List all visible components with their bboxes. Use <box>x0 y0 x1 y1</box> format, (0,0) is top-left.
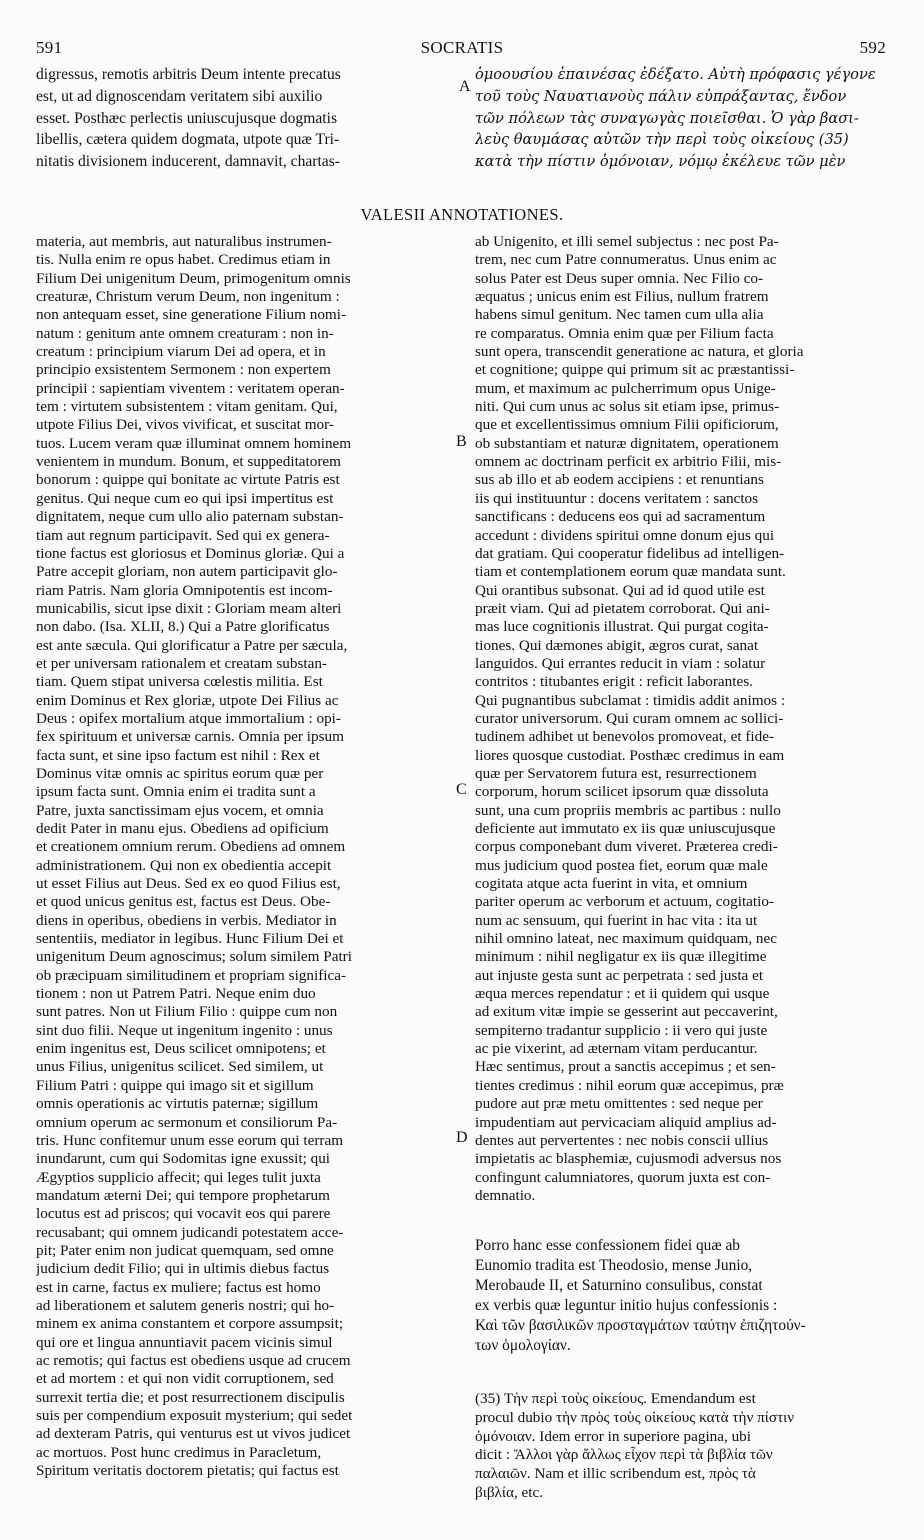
text-line: omnem ac doctrinam perficit ex arbitrio Filii, mis- <box>475 453 782 471</box>
text-line: est ante sæcula. Qui glorificatur a Patre per sæcula, <box>36 636 348 654</box>
text-line: nihil omnino lateat, nec maximum quidquam, nec <box>475 930 777 948</box>
text-line: ob substantiam et naturæ dignitatem, operationem <box>475 434 779 452</box>
text-line: languidos. Qui errantes reducit in viam : solatur <box>475 654 766 672</box>
text-line: enim Dominus et Rex gloriæ, utpote Dei Filius ac <box>36 691 339 709</box>
text-line: que et excellentissimus omnium Filii opificiorum, <box>475 416 779 434</box>
top-left-text <box>36 64 456 173</box>
text-line: mus judicium quod postea fiet, eorum quæ male <box>475 856 768 874</box>
text-line: tiones. Qui dæmones abigit, ægros curat, sanat <box>475 636 759 654</box>
text-line: et cognitione; quippe qui primum sit ac præstantissi- <box>475 361 795 379</box>
text-line: et quod unicus genitus est, factus est Deus. Obe- <box>36 893 331 911</box>
text-line: ut esset Filius aut Deus. Sed ex eo quod Filius est, <box>36 875 341 893</box>
text-line: Qui orantibus subsonat. Qui ad id quod utile est <box>475 581 765 599</box>
text-line: minem ex anima constantem et corpore assumpsit; <box>36 1315 344 1333</box>
text-line: ab Unigenito, et illi semel subjectus : nec post Pa- <box>475 233 779 250</box>
text-line: habens simul genitum. Nec tamen cum ulla alia <box>475 306 764 324</box>
text-line: inundarunt, cum qui Sodomitas igne exussit; qui <box>36 1150 331 1168</box>
text-line: esset. Posthæc perlectis uniuscujusque dogmatis <box>36 109 338 127</box>
note-line: (35) Τὴν περὶ τοὺς οἰκείους. Emendandum est <box>475 1390 756 1407</box>
text-line: Merobaude II, et Saturnino consulibus, constat <box>475 1277 763 1294</box>
text-line: sus ab illo et ab eodem accipiens : et renuntians <box>475 471 764 489</box>
text-line: pit; Pater enim non judicat quemquam, sed omne <box>36 1241 334 1259</box>
text-line: trem, nec cum Patre connumeratus. Unus enim ac <box>475 251 777 269</box>
note-line: παλαιῶν. Nam et illic scribendum est, πρὸς τὰ <box>475 1465 756 1483</box>
text-line: unigenitum Deum agnoscimus; solum similem Patri <box>36 948 352 966</box>
text-line: των ὁμολογίαν. <box>475 1337 571 1354</box>
text-line: impietatis ac blasphemiæ, cujusmodi adversus nos <box>475 1150 782 1168</box>
text-line: est in carne, factus ex muliere; factus est homo <box>36 1278 321 1296</box>
text-line: mum, et maximum ac pulcherrimum opus Unige- <box>475 379 776 397</box>
text-line: Porro hanc esse confessionem fidei quæ ab <box>475 1237 740 1254</box>
text-line: recusabant; qui omnem judicandi potestatem acce- <box>36 1223 344 1241</box>
text-line: principii : sapientiam viventem : veritatem operan- <box>36 379 345 397</box>
text-line: Qui pugnantibus subclamat : timidis addit animos : <box>475 691 786 709</box>
text-line: facta sunt, et sine ipso factum est nihil : Rex et <box>36 746 320 764</box>
text-line: unus Filius, unigenitus scilicet. Sed similem, ut <box>36 1058 324 1076</box>
text-line: ad liberationem et salutem generis nostri; qui ho- <box>36 1296 335 1314</box>
annotation-note-35 <box>475 1390 887 1503</box>
text-line: dentes aut pervertentes : nec nobis conscii ullius <box>475 1131 769 1149</box>
text-line: demnatio. <box>475 1186 536 1204</box>
text-line: tientes credimus : nihil eorum quæ accepimus, præ <box>475 1076 784 1094</box>
text-line: mas luce cognitionis illustrat. Qui purgat cogita- <box>475 618 769 636</box>
text-line: corporum, horum scilicet ipsorum quæ dissoluta <box>475 783 769 801</box>
text-line: Filium Patri : quippe qui imago sit et sigillum <box>36 1076 314 1094</box>
text-line: Καὶ τῶν βασιλικῶν προσταγμάτων ταύτην ἐπιζητούν- <box>475 1317 806 1334</box>
text-line: creatum : principium viarum Dei ad opera, et in <box>36 343 326 361</box>
text-line: cogitata atque acta fuerint in vita, et omnium <box>475 875 748 893</box>
text-line: curator universorum. Qui curam omnem ac sollici- <box>475 709 784 727</box>
text-line: materia, aut membris, aut naturalibus instrumen- <box>36 233 332 250</box>
text-line: creaturæ, Christum verum Deum, non ingenitum : <box>36 288 340 306</box>
right-column-text <box>475 233 887 1205</box>
text-line: genitus. Qui neque cum eo qui ipsi impertitus est <box>36 489 334 507</box>
text-line: tiam et contemplationem eorum quæ mandata sunt. <box>475 563 786 581</box>
text-line: sempiterno tradantur supplicio : ii vero qui juste <box>475 1021 768 1039</box>
text-line: et creationem omnium rerum. Obediens ad omnem <box>36 838 346 856</box>
text-line: tuos. Lucem veram quæ illuminat omnem hominem <box>36 434 352 452</box>
text-line: tris. Hunc confitemur unum esse eorum qui terram <box>36 1131 344 1149</box>
text-line: sunt opera, transcendit generatione ac natura, et gloria <box>475 343 804 361</box>
text-line: Ægyptios supplicio affecit; qui leges tulit juxta <box>36 1168 321 1186</box>
greek-text-line: τοῦ τοὺς Ναυατιανοὺς πάλιν εὐπράξαντας, ἔνδον <box>475 87 847 105</box>
text-line: ac remotis; qui factus est obediens usque ad crucem <box>36 1351 351 1369</box>
note-line: ὁμόνοιαν. Idem error in superiore pagina, ubi <box>475 1427 752 1445</box>
text-line: niti. Qui cum unus ac solus sit etiam ipse, primus- <box>475 398 780 416</box>
text-line: corpus componebant dum viveret. Præterea credi- <box>475 838 778 856</box>
text-line: ex verbis quæ leguntur initio hujus confessionis : <box>475 1297 778 1314</box>
greek-text-line: κατὰ τὴν πίστιν ὁμόνοιαν, νόμῳ ἐκέλευε τῶν μὲν <box>475 153 846 171</box>
text-line: venientem in mundum. Bonum, et suppeditatorem <box>36 453 341 471</box>
text-line: ad exitum vitæ impie se gesserint aut peccaverint, <box>475 1003 778 1021</box>
text-line: judicium dedit Filio; qui in ultimis diebus factus <box>36 1260 330 1278</box>
text-line: tudinem adhibet ut benevolos promoveat, et fide- <box>475 728 775 746</box>
text-line: Hæc sentimus, prout a sanctis accepimus ; et sen- <box>475 1058 776 1076</box>
text-line: riam Patris. Nam gloria Omnipotentis est incom- <box>36 581 333 599</box>
greek-text-line: τῶν πόλεων τὰς συναγωγὰς ποιεῖσθαι. Ὁ γὰρ βασι- <box>475 109 859 127</box>
running-title: SOCRATIS <box>420 38 504 57</box>
text-line: ipsum facta sunt. Omnia enim ei tradita sunt a <box>36 783 316 801</box>
page-number-left: 591 <box>36 38 63 57</box>
top-right-greek-text <box>475 64 887 173</box>
text-line: non dabo. (Isa. XLII, 8.) Qui a Patre glorificatus <box>36 618 330 636</box>
text-line: fex spirituum et universæ carnis. Omnia per ipsum <box>36 728 344 746</box>
text-line: locutus est ad priscos; qui vocavit eos qui parere <box>36 1205 331 1223</box>
text-line: æqua merces rependatur : et ii quidem qui usque <box>475 985 770 1003</box>
text-line: diens in operibus, obediens in verbis. Mediator in <box>36 911 337 929</box>
text-line: quæ per Servatorem futura est, resurrectionem <box>475 764 757 782</box>
text-line: Patre accepit gloriam, non autem participavit glo- <box>36 563 338 581</box>
text-line: Patre, juxta sanctissimam ejus vocem, et omnia <box>36 801 324 819</box>
text-line: Dominus vitæ omnis ac spiritus eorum quæ per <box>36 764 324 782</box>
left-column-text <box>36 233 450 1480</box>
text-line: impudentiam aut pervicaciam aliquid amplius ad- <box>475 1113 777 1131</box>
margin-marker-a: A <box>459 78 471 95</box>
text-line: pudore aut præ metu omittentes : sed neque per <box>475 1095 763 1113</box>
text-line: non antequam esset, sine generatione Filium nomi- <box>36 306 347 324</box>
text-line: et ad mortem : et qui non vidit corruptionem, sed <box>36 1370 334 1388</box>
text-line: dignitatem, neque cum ullo alio paternam substan- <box>36 508 344 526</box>
text-line: Eunomio tradita est Theodosio, mense Junio, <box>475 1257 753 1274</box>
porro-paragraph <box>475 1236 887 1356</box>
text-line: confingunt calumniatores, quorum juxta est con- <box>475 1168 771 1186</box>
text-line: ac pie vixerint, ad æternam vitam perducantur. <box>475 1040 758 1058</box>
note-line: dicit : Ἄλλοι γὰρ ἄλλως εἶχον περὶ τὰ βιβλία τῶν <box>475 1446 773 1464</box>
text-line: contritos : titubantes erigit : reficit laborantes. <box>475 673 753 691</box>
text-line: ac mortuos. Post hunc credimus in Paracletum, <box>36 1443 322 1461</box>
text-line: sententiis, mediator in legibus. Hunc Filium Dei et <box>36 930 344 948</box>
greek-text-line: ὁμοουσίου ἐπαινέσας ἐδέξατο. Αὐτὴ πρόφασις γέγονε <box>475 66 876 83</box>
text-line: aut injuste gesta sunt ac perpetrata : sed justa et <box>475 966 764 984</box>
text-line: pariter operum ac verborum et actuum, cogitatio- <box>475 893 774 911</box>
text-line: libellis, cætera quidem dogmata, utpote quæ Tri- <box>36 131 340 149</box>
margin-marker-d: D <box>456 1129 468 1146</box>
text-line: dedit Pater in manu ejus. Obediens ad opificium <box>36 820 329 837</box>
text-line: sunt patres. Non ut Filium Filio : quippe cum non <box>36 1003 338 1021</box>
text-line: tis. Nulla enim re opus habet. Credimus etiam in <box>36 251 331 269</box>
text-line: sunt, una cum propriis membris ac partibus : nullo <box>475 801 781 819</box>
text-line: surrexit tertia die; et post resurrectionem discipulis <box>36 1388 345 1406</box>
page-number-right: 592 <box>859 38 886 57</box>
text-line: qui ore et lingua annuntiavit pacem vicinis simul <box>36 1333 333 1351</box>
text-line: tiam. Quem stipat universa cœlestis militia. Est <box>36 673 323 691</box>
text-line: tem : virtutem subsistentem : vitam genitam. Qui, <box>36 398 338 416</box>
text-line: deficiente aut immutato ex iis quæ uniuscujusque <box>475 820 776 837</box>
text-line: sanctificans : deducens eos qui ad sacramentum <box>475 508 766 526</box>
text-line: minimum : nihil negligatur ex iis quæ illegitime <box>475 948 767 966</box>
text-line: Filium Dei unigenitum Deum, primogenitum omnis <box>36 269 351 287</box>
text-line: dat gratiam. Qui cooperatur fidelibus ad intelligen- <box>475 544 785 562</box>
text-line: Spiritum veritatis doctorem pietatis; qui factus est <box>36 1462 339 1480</box>
text-line: omnis operationis ac virtutis paternæ; sigillum <box>36 1095 319 1113</box>
text-line: tionem : non ut Patrem Patri. Neque enim duo <box>36 985 316 1003</box>
text-line: ad dexteram Patris, qui venturus est ut vivos judicet <box>36 1425 351 1443</box>
text-line: principio exsistentem Sermonem : non expertem <box>36 361 331 379</box>
text-line: nitatis divisionem inducerent, damnavit, chartas- <box>36 153 340 171</box>
text-line: et per universam rationalem et creatam substan- <box>36 654 327 672</box>
text-line: sint duo filii. Neque ut ingenitum ingenito : unus <box>36 1021 333 1039</box>
margin-marker-c: C <box>456 781 467 798</box>
text-line: mandatum æterni Dei; qui tempore prophetarum <box>36 1186 330 1204</box>
text-line: ob præcipuam similitudinem et propriam significa- <box>36 966 347 984</box>
text-line: municabilis, sicut ipse dixit : Gloriam meam alteri <box>36 599 342 617</box>
text-line: solus Pater est Deus super omnia. Nec Filio co- <box>475 269 764 287</box>
text-line: suis per compendium exposuit mysterium; qui sedet <box>36 1407 353 1424</box>
text-line: enim ingenitus est, Deus scilicet omnipotens; et <box>36 1040 326 1058</box>
note-line: procul dubio τὴν πρὸς τοὺς οἰκείους κατὰ τὴν πίστιν <box>475 1408 795 1426</box>
text-line: liores quosque custodiat. Posthæc credimus in eam <box>475 746 785 764</box>
text-line: utpote Filius Dei, vivos vivificat, et suscitat mor- <box>36 416 334 434</box>
greek-text-line: λεὺς θαυμάσας αὐτῶν τὴν περὶ τοὺς οἰκείους (35) <box>475 131 849 149</box>
text-line: est, ut ad dignoscendam veritatem sibi auxilio <box>36 87 323 105</box>
text-line: re comparatus. Omnia enim quæ per Filium facta <box>475 324 774 342</box>
text-line: bonorum : quippe qui bonitate ac virtute Patris est <box>36 471 340 489</box>
section-title: VALESII ANNOTATIONES. <box>360 205 564 224</box>
text-line: omnium operum ac sermonum et consiliorum Pa- <box>36 1113 338 1131</box>
text-line: præit viam. Qui ad pietatem corroborat. Qui ani- <box>475 599 770 617</box>
text-line: tiam aut regnum participavit. Sed qui ex genera- <box>36 526 330 544</box>
text-line: num ac sensuum, qui fuerint in hac vita : ita ut <box>475 911 758 929</box>
text-line: Deus : opifex mortalium atque immortalium : opi- <box>36 709 341 727</box>
text-line: natum : genitum ante omnem creaturam : non in- <box>36 324 334 342</box>
margin-marker-b: B <box>456 433 467 450</box>
text-line: tione factus est gloriosus et Dominus gloriæ. Qui a <box>36 544 345 562</box>
text-line: iis qui instituuntur : docens veritatem : sanctos <box>475 489 759 507</box>
text-line: digressus, remotis arbitris Deum intente precatus <box>36 66 341 83</box>
note-line: βιβλία, etc. <box>475 1483 544 1501</box>
text-line: accedunt : dividens spiritui omne donum ejus qui <box>475 526 775 544</box>
text-line: administrationem. Qui non ex obedientia accepit <box>36 856 332 874</box>
text-line: æquatus ; unicus enim est Filius, nullum fratrem <box>475 288 769 306</box>
